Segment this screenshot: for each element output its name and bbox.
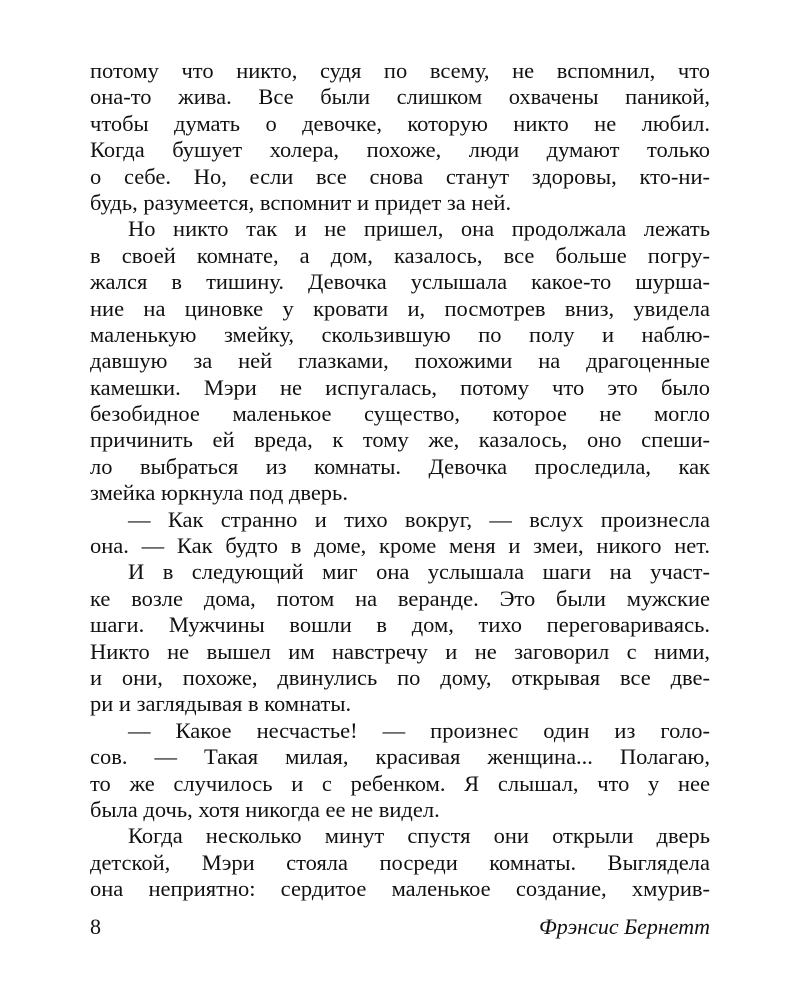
- text-line: Когда бушует холера, похоже, люди думают только: [90, 137, 710, 163]
- text-line: Когда несколько минут спустя они открыли дверь: [128, 823, 710, 849]
- text-line: — Как странно и тихо вокруг, — вслух произнесла: [128, 506, 710, 532]
- text-line: сов. — Такая милая, красивая женщина... Полагаю,: [90, 744, 710, 770]
- book-page: [90, 58, 710, 903]
- page-number: 8: [90, 914, 101, 939]
- text-line: ри и заглядывая в комнаты.: [90, 691, 352, 717]
- text-line: давшую за ней глазками, похожими на драгоценные: [90, 348, 710, 374]
- text-line: Никто не вышел им навстречу и не заговорил с ними,: [90, 638, 710, 664]
- text-line: потому что никто, судя по всему, не вспомнил, что: [90, 58, 710, 83]
- text-line: она. — Как будто в доме, кроме меня и змеи, никого нет.: [90, 533, 710, 559]
- text-line: она неприятно: сердитое маленькое создание, хмурив-: [90, 876, 710, 902]
- text-line: она-то жива. Все были слишком охвачены паникой,: [90, 84, 710, 110]
- text-line: безобидное маленькое существо, которое не могло: [90, 401, 710, 427]
- text-line: ке возле дома, потом на веранде. Это были мужские: [90, 585, 710, 611]
- text-line: И в следующий миг она услышала шаги на участ-: [128, 559, 710, 585]
- text-line: маленькую змейку, скользившую по полу и наблю-: [90, 321, 710, 347]
- text-line: Но никто так и не пришел, она продолжала лежать: [128, 216, 710, 242]
- text-line: была дочь, хотя никогда ее не видел.: [90, 796, 440, 822]
- text-line: чтобы думать о девочке, которую никто не любил.: [90, 110, 710, 136]
- body-text: [90, 58, 710, 903]
- page-footer: [90, 914, 710, 944]
- text-line: — Какое несчастье! — произнес один из голо-: [128, 717, 710, 743]
- text-line: о себе. Но, если все снова станут здоровы, кто-ни-: [90, 163, 710, 189]
- text-line: камешки. Мэри не испугалась, потому что это было: [90, 374, 710, 400]
- text-line: жался в тишину. Девочка услышала какое-то шурша-: [90, 269, 710, 295]
- text-line: будь, разумеется, вспомнит и придет за ней.: [90, 189, 512, 215]
- author-name: Фрэнсис Бернетт: [539, 914, 710, 939]
- text-line: причинить ей вреда, к тому же, казалось, оно спеши-: [90, 427, 710, 453]
- text-line: то же случилось и с ребенком. Я слышал, что у нее: [90, 770, 710, 796]
- text-line: змейка юркнула под дверь.: [90, 480, 348, 506]
- text-line: в своей комнате, а дом, казалось, все больше погру-: [90, 242, 710, 268]
- text-line: детской, Мэри стояла посреди комнаты. Выглядела: [90, 849, 710, 875]
- text-line: ние на циновке у кровати и, посмотрев вниз, увидела: [90, 295, 710, 321]
- text-line: ло выбраться из комнаты. Девочка проследила, как: [90, 453, 710, 479]
- text-line: шаги. Мужчины вошли в дом, тихо переговариваясь.: [90, 612, 710, 638]
- text-line: и они, похоже, двинулись по дому, открывая все две-: [90, 664, 710, 690]
